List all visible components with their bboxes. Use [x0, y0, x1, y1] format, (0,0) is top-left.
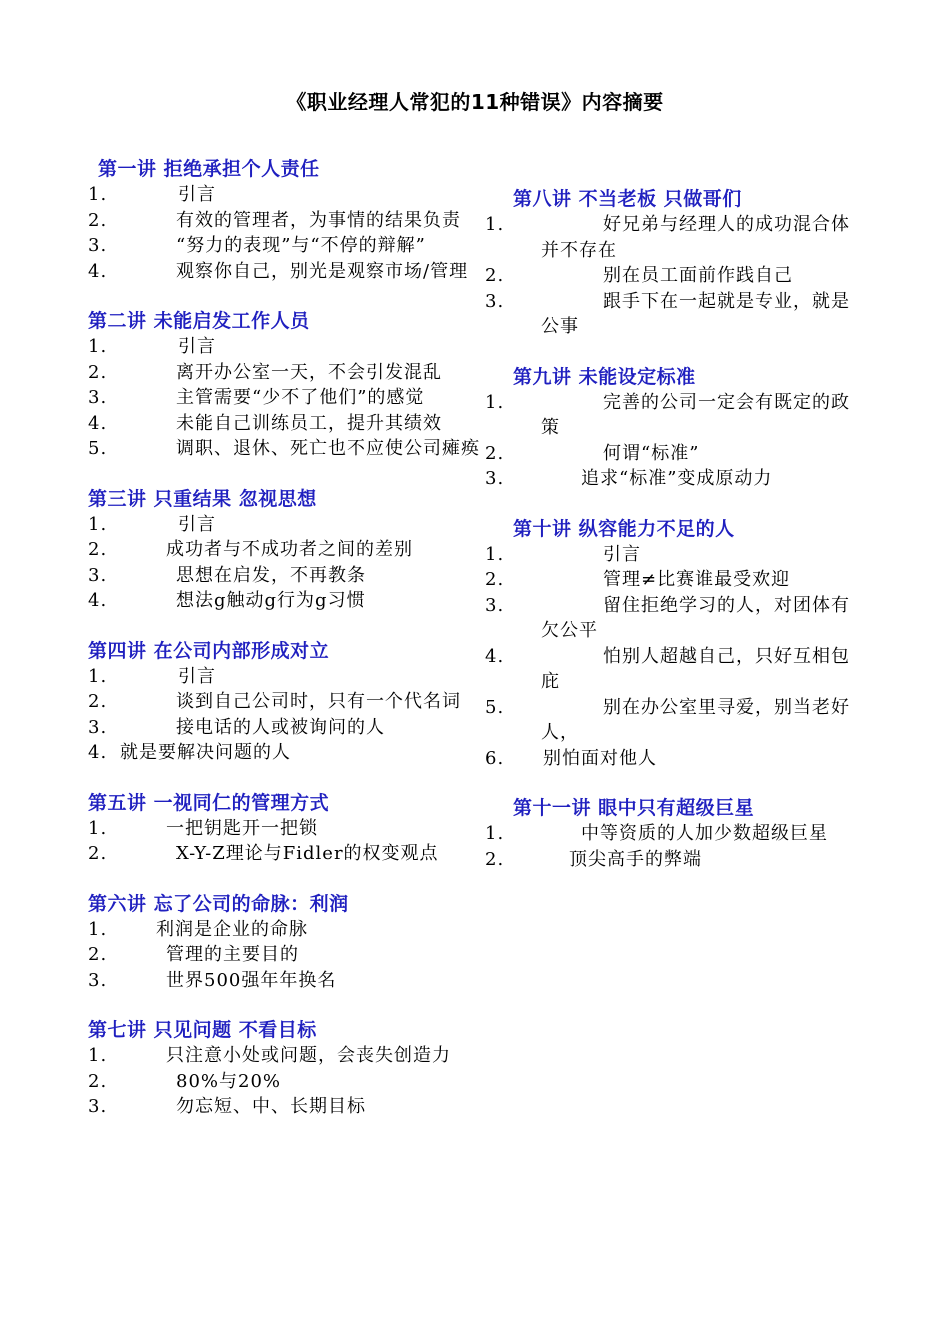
list-item — [88, 182, 506, 208]
item-text: 思想在启发，不再教条 — [176, 564, 366, 586]
item-text: 勿忘短、中、长期目标 — [176, 1096, 366, 1117]
list-item — [485, 644, 863, 695]
list-item — [88, 664, 506, 690]
item-number: 3. — [485, 594, 505, 616]
list-item — [485, 593, 863, 644]
lecture-title: 第七讲 只见问题 不看目标 — [88, 1019, 317, 1041]
item-text: 留住拒绝学习的人，对团体有欠公平 — [541, 594, 850, 641]
item-number: 3. — [88, 564, 108, 586]
item-number: 1. — [485, 391, 505, 413]
item-text: 有效的管理者，为事情的结果负责 — [176, 209, 461, 231]
item-number: 1. — [485, 823, 505, 844]
item-text: 利润是企业的命脉 — [156, 918, 308, 940]
item-number: 1. — [88, 918, 108, 940]
list-item — [88, 841, 506, 867]
list-item — [485, 567, 863, 593]
item-text: 顶尖高手的弊端 — [569, 848, 702, 870]
item-text: 引言 — [603, 543, 641, 565]
lecture-section — [485, 364, 863, 492]
item-number: 4. — [88, 260, 108, 282]
list-item — [88, 512, 506, 538]
item-number: 2. — [88, 944, 108, 965]
item-text: 引言 — [178, 184, 216, 205]
left-column — [88, 156, 506, 1144]
list-item — [88, 1069, 506, 1095]
item-number: 3. — [88, 1096, 108, 1117]
right-column — [485, 186, 863, 896]
item-text: 中等资质的人加少数超级巨星 — [581, 823, 828, 844]
item-number: 1. — [485, 214, 505, 235]
item-number: 1. — [485, 543, 505, 565]
lecture-title: 第四讲 在公司内部形成对立 — [88, 639, 330, 662]
item-text: 好兄弟与经理人的成功混合体并不存在 — [541, 214, 850, 261]
item-text: 怕别人超越自己，只好互相包庇 — [541, 645, 850, 692]
list-item — [485, 746, 863, 772]
lecture-section — [88, 486, 506, 614]
item-number: 6. — [485, 747, 505, 769]
item-text: 80%与20% — [176, 1070, 282, 1092]
lecture-section — [88, 308, 506, 462]
item-text: 管理的主要目的 — [166, 944, 299, 965]
item-number: 3. — [88, 387, 108, 408]
list-item — [88, 917, 506, 943]
item-number: 2. — [88, 691, 108, 712]
item-text: 别怕面对他人 — [543, 747, 657, 769]
item-text: X-Y-Z理论与Fidler的权变观点 — [176, 843, 439, 864]
list-item — [485, 847, 863, 873]
list-item — [485, 390, 863, 441]
item-text: 完善的公司一定会有既定的政策 — [541, 391, 850, 438]
item-text: 成功者与不成功者之间的差别 — [166, 539, 413, 560]
item-number: 1. — [88, 184, 108, 205]
lecture-section — [88, 156, 506, 284]
item-number: 3. — [88, 716, 108, 738]
item-number: 2. — [485, 265, 505, 286]
list-item — [88, 968, 506, 994]
list-item — [88, 208, 506, 234]
item-text: 主管需要“少不了他们”的感觉 — [176, 387, 425, 408]
list-item — [88, 563, 506, 589]
list-item — [88, 816, 506, 842]
list-item — [485, 466, 863, 492]
item-text: 别在员工面前作践自己 — [603, 265, 793, 286]
item-text: 世界500强年年换名 — [166, 969, 337, 991]
list-item — [88, 715, 506, 741]
item-number: 3. — [485, 468, 505, 489]
item-number: 2. — [485, 848, 505, 870]
item-number: 2. — [88, 1070, 108, 1092]
list-item — [485, 212, 863, 263]
item-number: 2. — [88, 539, 108, 560]
item-number: 3. — [88, 969, 108, 991]
lecture-title: 第二讲 未能启发工作人员 — [88, 310, 310, 332]
list-item — [88, 1043, 506, 1069]
item-text: 何谓“标准” — [603, 442, 700, 464]
item-number: 2. — [88, 361, 108, 383]
item-text: 观察你自己，别光是观察市场/管理 — [176, 260, 469, 282]
list-item — [88, 1094, 506, 1120]
item-text: 只注意小处或问题，会丧失创造力 — [166, 1045, 451, 1066]
page-title: 《职业经理人常犯的11种错误》内容摘要 — [286, 90, 664, 114]
lecture-title: 第三讲 只重结果 忽视思想 — [88, 487, 317, 510]
item-text: 引言 — [178, 665, 216, 687]
list-item — [485, 263, 863, 289]
item-number: 2. — [88, 843, 108, 864]
item-number: 1. — [88, 665, 108, 687]
item-number: 2. — [88, 209, 108, 231]
item-number: 1. — [88, 336, 108, 357]
item-text: 别在办公室里寻爱，别当老好人， — [541, 696, 850, 743]
lecture-title: 第六讲 忘了公司的命脉：利润 — [88, 892, 349, 915]
item-text: 追求“标准”变成原动力 — [581, 468, 773, 489]
list-item — [88, 588, 506, 614]
lecture-title: 第五讲 一视同仁的管理方式 — [88, 791, 330, 814]
item-number: 3. — [88, 235, 108, 256]
item-number: 1. — [88, 1045, 108, 1066]
list-item — [485, 695, 863, 746]
item-text: 调职、退休、死亡也不应使公司瘫痪 — [176, 438, 480, 459]
lecture-section — [88, 1017, 506, 1120]
list-item — [88, 689, 506, 715]
item-text: 谈到自己公司时，只有一个代名词 — [176, 691, 461, 712]
item-number: 4. — [485, 645, 505, 667]
lecture-title: 第一讲 拒绝承担个人责任 — [98, 158, 320, 180]
item-text: 接电话的人或被询问的人 — [176, 716, 385, 738]
lecture-section — [485, 186, 863, 340]
item-number: 4. — [88, 412, 108, 434]
lecture-section — [88, 638, 506, 766]
item-text: 引言 — [178, 336, 216, 357]
item-number: 1. — [88, 817, 108, 839]
item-number: 2. — [485, 442, 505, 464]
list-item — [88, 942, 506, 968]
lecture-section — [485, 516, 863, 772]
lecture-title: 第九讲 未能设定标准 — [513, 365, 696, 388]
list-item — [485, 289, 863, 340]
list-item — [88, 436, 506, 462]
item-text: 管理≠比赛谁最受欢迎 — [603, 569, 791, 590]
lecture-section — [88, 891, 506, 994]
lecture-title: 第十一讲 眼中只有超级巨星 — [513, 797, 755, 819]
item-text: 未能自己训练员工，提升其绩效 — [176, 412, 442, 434]
list-item — [88, 233, 506, 259]
item-number: 2. — [485, 569, 505, 590]
lecture-title: 第八讲 不当老板 只做哥们 — [513, 188, 742, 210]
item-number: 5. — [88, 438, 108, 459]
list-item — [485, 542, 863, 568]
item-text: 想法g触动g行为g习惯 — [176, 590, 366, 611]
item-text: 离开办公室一天，不会引发混乱 — [176, 361, 442, 383]
item-text: 引言 — [178, 513, 216, 535]
item-text: 就是要解决问题的人 — [120, 742, 291, 763]
item-text: 跟手下在一起就是专业，就是公事 — [541, 290, 850, 337]
lecture-section — [485, 795, 863, 872]
item-number: 4. — [88, 590, 108, 611]
list-item — [88, 334, 506, 360]
item-number: 5. — [485, 696, 505, 718]
lecture-title: 第十讲 纵容能力不足的人 — [513, 517, 735, 540]
list-item — [485, 821, 863, 847]
list-item — [88, 385, 506, 411]
item-number: 4. — [88, 742, 108, 763]
item-text: “努力的表现”与“不停的辩解” — [176, 235, 426, 256]
list-item — [88, 537, 506, 563]
list-item — [88, 360, 506, 386]
list-item — [88, 411, 506, 437]
lecture-section — [88, 790, 506, 867]
item-text: 一把钥匙开一把锁 — [166, 817, 318, 839]
item-number: 3. — [485, 290, 505, 312]
item-number: 1. — [88, 513, 108, 535]
list-item — [485, 441, 863, 467]
list-item — [88, 259, 506, 285]
list-item — [88, 740, 506, 766]
